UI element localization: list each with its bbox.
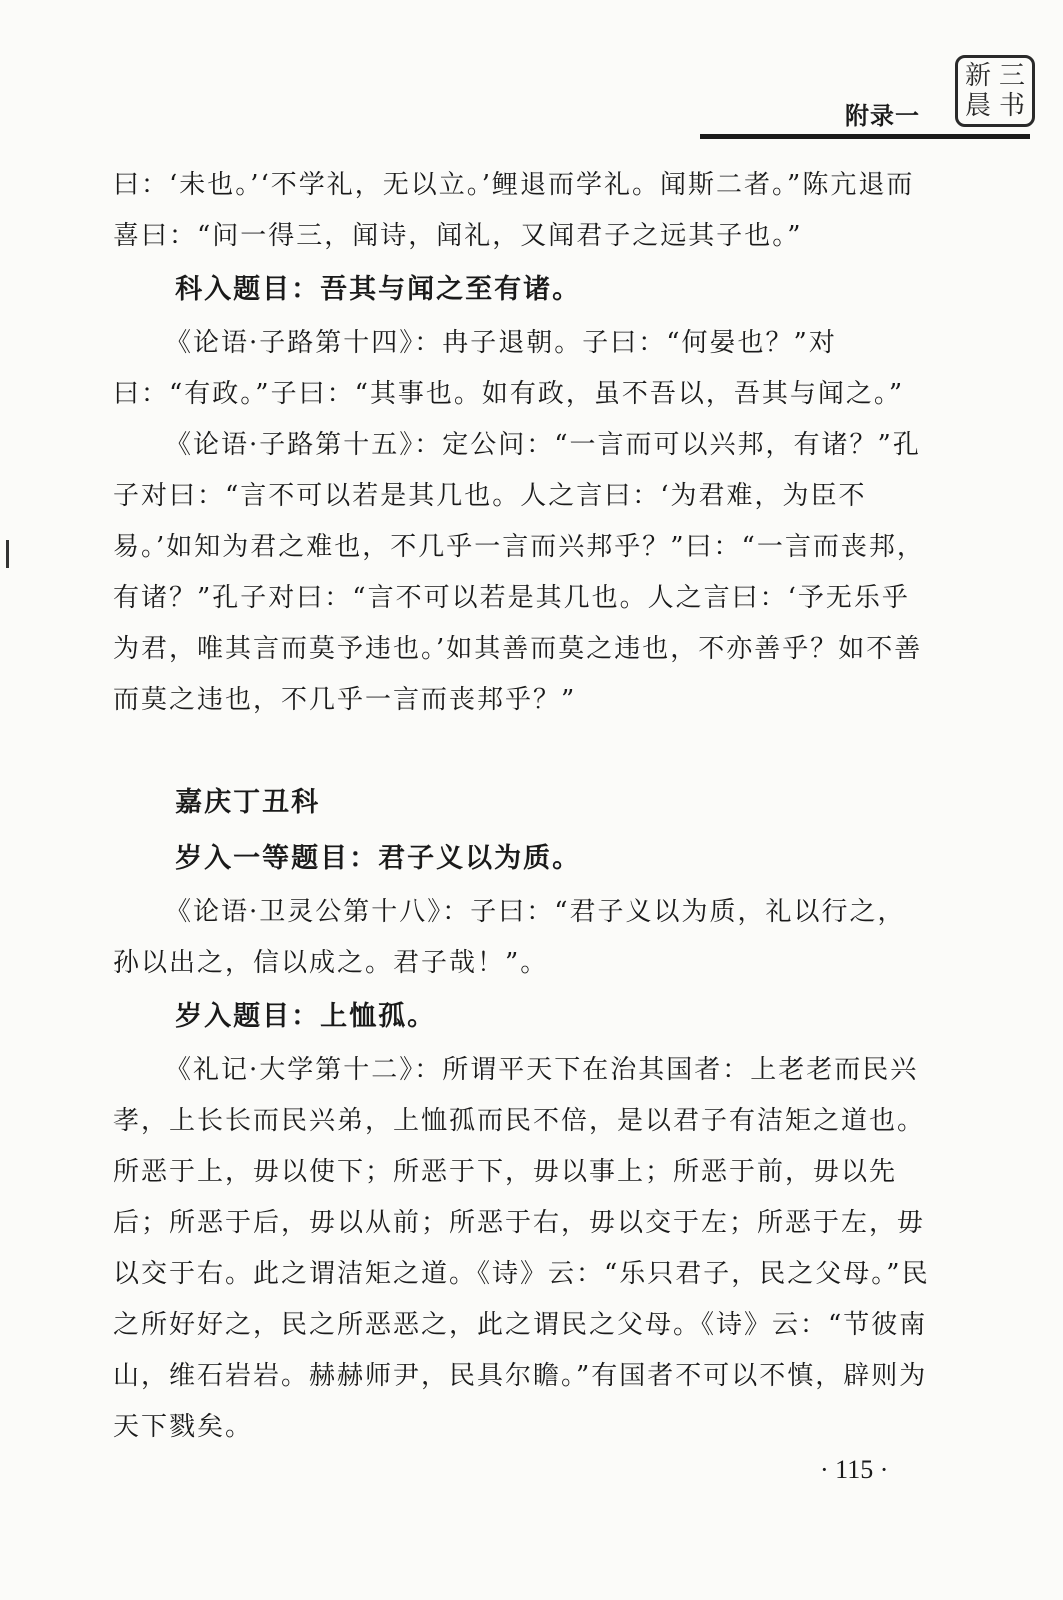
seal-char: 三 bbox=[998, 61, 1025, 91]
quote-paragraph: 《论语·子路第十四》：冉子退朝。子曰：“何晏也？”对曰：“有政。”子曰：“其事也。如有政，虽不吾以，吾其与闻之。” bbox=[113, 328, 905, 409]
continued-paragraph: 曰：‘未也。’‘不学礼，无以立。’鲤退而学礼。闻斯二者。”陈亢退而喜曰：“问一得三，闻诗，闻礼，又闻君子之远其子也。” bbox=[113, 170, 915, 251]
quote-paragraph: 《论语·卫灵公第十八》：子曰：“君子义以为质，礼以行之，孙以出之，信以成之。君子哉！”。 bbox=[113, 897, 906, 978]
page-number: · 115 · bbox=[820, 1455, 889, 1484]
question-heading: 岁入一等题目：君子义以为质。 bbox=[175, 843, 582, 874]
margin-mark bbox=[6, 540, 9, 568]
text-block-2 bbox=[113, 775, 930, 1453]
question-heading: 科入题目：吾其与闻之至有诸。 bbox=[175, 274, 582, 305]
publisher-seal-logo bbox=[955, 55, 1035, 127]
seal-char: 书 bbox=[998, 91, 1025, 121]
seal-char: 新 bbox=[964, 61, 991, 91]
quote-paragraph: 《礼记·大学第十二》：所谓平天下在治其国者：上老老而民兴孝，上长长而民兴弟，上恤孤而民不倍，是以君子有洁矩之道也。所恶于上，毋以使下；所恶于下，毋以事上；所恶于前，毋以先后；所恶于后，毋以从前；所恶于右，毋以交于左；所恶于左，毋以交于右。此之谓洁矩之道。《诗》云：“乐只君子，民之父母。”民之所好好之，民之所恶恶之，此之谓民之父母。《诗》云：“节彼南山，维石岩岩。赫赫师尹，民具尔瞻。”有国者不可以不慎，辟则为天下戮矣。 bbox=[113, 1055, 930, 1442]
seal-char: 晨 bbox=[964, 91, 991, 121]
quote-paragraph: 《论语·子路第十五》：定公问：“一言而可以兴邦，有诸？”孔子对曰：“言不可以若是其几也。人之言曰：‘为君难，为臣不易。’如知为君之难也，不几乎一言而兴邦乎？”曰：“一言而丧邦，有诸？”孔子对曰：“言不可以若是其几也。人之言曰：‘予无乐乎为君，唯其言而莫予违也。’如其善而莫之违也，不亦善乎？如不善而莫之违也，不几乎一言而丧邦乎？” bbox=[113, 430, 925, 715]
section-title: 嘉庆丁丑科 bbox=[175, 787, 321, 818]
running-header: 附录一 bbox=[845, 102, 920, 130]
text-block-1 bbox=[113, 160, 930, 726]
header-rule bbox=[700, 134, 1030, 139]
question-heading: 岁入题目：上恤孤。 bbox=[175, 1001, 437, 1032]
